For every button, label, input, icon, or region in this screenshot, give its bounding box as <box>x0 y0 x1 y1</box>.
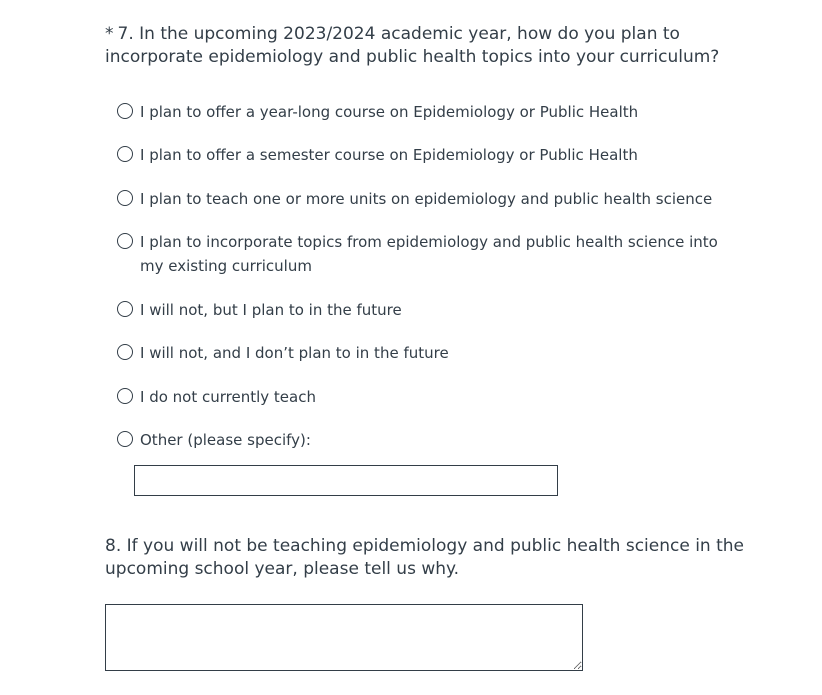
radio-button[interactable] <box>117 301 133 317</box>
comment-textarea[interactable] <box>105 604 583 671</box>
option-label: I plan to teach one or more units on epidemiology and public health science <box>140 190 713 208</box>
radio-button[interactable] <box>117 388 133 404</box>
option-will-not-no-plan[interactable] <box>117 341 737 365</box>
radio-button[interactable] <box>117 431 133 447</box>
required-marker: * <box>105 24 114 44</box>
option-teach-units[interactable] <box>117 187 737 211</box>
option-year-long-course[interactable] <box>117 100 737 124</box>
radio-button[interactable] <box>117 190 133 206</box>
radio-button[interactable] <box>117 344 133 360</box>
question-8-title: 8. If you will not be teaching epidemiology and public health science in the upcoming school year, please tell us why. <box>105 536 745 579</box>
option-label: I will not, but I plan to in the future <box>140 301 402 319</box>
question-7-text: 7. In the upcoming 2023/2024 academic year, how do you plan to incorporate epidemiology and public health topics into your curriculum? <box>105 24 720 67</box>
other-specify-input[interactable] <box>134 465 558 496</box>
option-other[interactable] <box>117 428 737 452</box>
option-will-not-future[interactable] <box>117 298 737 322</box>
question-7-options <box>117 100 737 452</box>
option-label: I plan to offer a year-long course on Epidemiology or Public Health <box>140 103 639 121</box>
question-7-title <box>105 23 745 69</box>
option-incorporate-topics[interactable] <box>117 230 737 278</box>
option-label: Other (please specify): <box>140 431 311 449</box>
radio-button[interactable] <box>117 103 133 119</box>
option-label: I will not, and I don’t plan to in the future <box>140 344 449 362</box>
option-label: I plan to incorporate topics from epidemiology and public health science into my existing curriculum <box>140 233 718 275</box>
option-not-teaching[interactable] <box>117 385 737 409</box>
option-label: I plan to offer a semester course on Epidemiology or Public Health <box>140 146 638 164</box>
option-label: I do not currently teach <box>140 388 316 406</box>
radio-button[interactable] <box>117 146 133 162</box>
option-semester-course[interactable] <box>117 143 737 167</box>
radio-button[interactable] <box>117 233 133 249</box>
